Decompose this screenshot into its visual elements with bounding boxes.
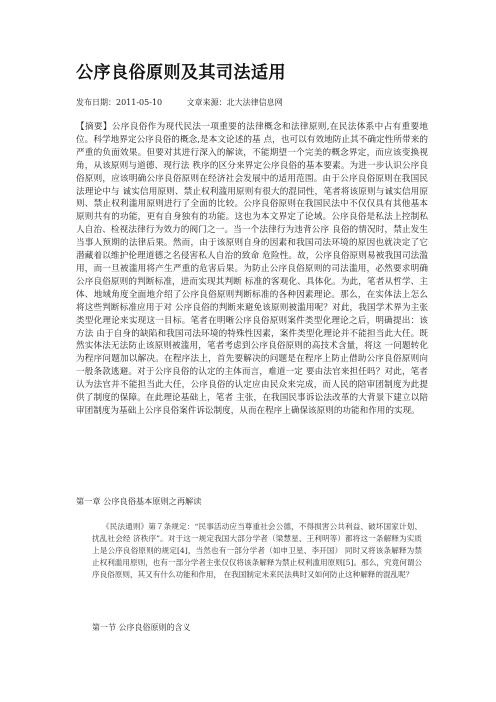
chapter-heading: 第一章 公序良俗基本原则之再解读 xyxy=(76,496,202,506)
article-meta xyxy=(76,97,436,108)
section-heading: 第一节 公序良俗原则的含义 xyxy=(92,623,191,632)
publish-date: 发布日期：2011-05-10 xyxy=(76,98,163,107)
quote-paragraph: 《民法通则》第７条规定：“民事活动应当尊重社会公德，不得损害公共利益、破坏国家计划、扰乱社会经 济秩序”。对于这一规定我国大部分学者（梁慧星、王利明等）都将这一条解释为实质上是公序良俗原则的规定[4]，当然也有一部分学者（如申卫星、李开国） 同时又将该条解释为禁止权利滥用原则，也有一部分学者主张仅仅将该条解释为禁止权利滥用原则[5]。那么，究竟何谓公序良俗原则，其又有什么功能和作用， 在我国制定未来民法典时又如何防止这种解释的混乱呢？ xyxy=(92,522,422,579)
abstract-paragraph: 【摘要】公序良俗作为现代民法一项重要的法律概念和法律原则,在民法体系中占有重要地位。科学地界定公序良俗的概念,是本文论述的基 点，也可以有效地防止其不确定性所带来的严重的负面效果。但要对其进行深入的解读，不能期望一个完美的概念界定，而应该变换视角，从该原则与道德、现行法 秩序的区分来界定公序良俗的基本要素。为进一步认识公序良俗原则，应该明确公序良俗原则在经济社会发展中的适用范围。由于公序良俗原则在我国民法理论中与 诚实信用原则、禁止权利滥用原则有很大的混同性，笔者将该原则与诚实信用原则、禁止权利滥用原则进行了全面的比较。公序良俗原则在我国民法中不仅仅具有其他基本原则共有的功能，更有自身独有的功能。这也为本文界定了论域。公序良俗是私法上控制私人自治、检视法律行为效力的阀门之一。当一个法律行为违背公序 良俗的情况时，禁止发生当事人预期的法律后果。然而，由于该原则自身的因素和我国司法环境的原因也就决定了它潜藏着以维护伦理道德之名侵害私人自治的致命 危险性。故，公序良俗原则易被我国司法滥用，而一旦被滥用将产生严重的危害后果。为防止公序良俗原则的司法滥用，必然要求明确公序良俗原则的判断标准，进而实现其判断 标准的客观化、具体化。为此，笔者从哲学、主体、地域角度全面地介绍了公序良俗原则判断标准的各种因素理论。那么，在实体法上怎么将这些判断标准应用于对 公序良俗的判断来避免该原则被滥用呢？对此，我国学术界为主张类型化理论来实现这一目标。笔者在明晰公序良俗原则案件类型化理论之后，明确提出：该方法 由于自身的缺陷和我国司法环境的特殊性因素，案件类型化理论并不能担当此大任。既然实体法无法防止该原则被滥用，笔者考虑到公序良俗原则的高技术含量，将这 一问题转化为程序问题加以解决。在程序法上，首先要解决的问题是在程序上防止借助公序良俗原则向一般条款逃避。对于公序良俗的认定的主体而言，难道一定 要由法官来担任吗？对此，笔者认为法官并不能担当此大任，公序良俗的认定应由民众来完成，而人民的陪审团制度为此提供了制度的保障。在此理论基础上，笔者 主张，在我国民事诉讼法改革的大背景下建立以陪审团制度为基础上公序良俗案件诉讼制度，从而在程序上确保该原则的功能和作用的实现。 xyxy=(76,122,428,416)
article-title: 公序良俗原则及其司法适用 xyxy=(76,63,286,83)
abstract-block xyxy=(76,121,428,418)
article-source: 文章来源：北大法律信息网 xyxy=(186,98,283,107)
